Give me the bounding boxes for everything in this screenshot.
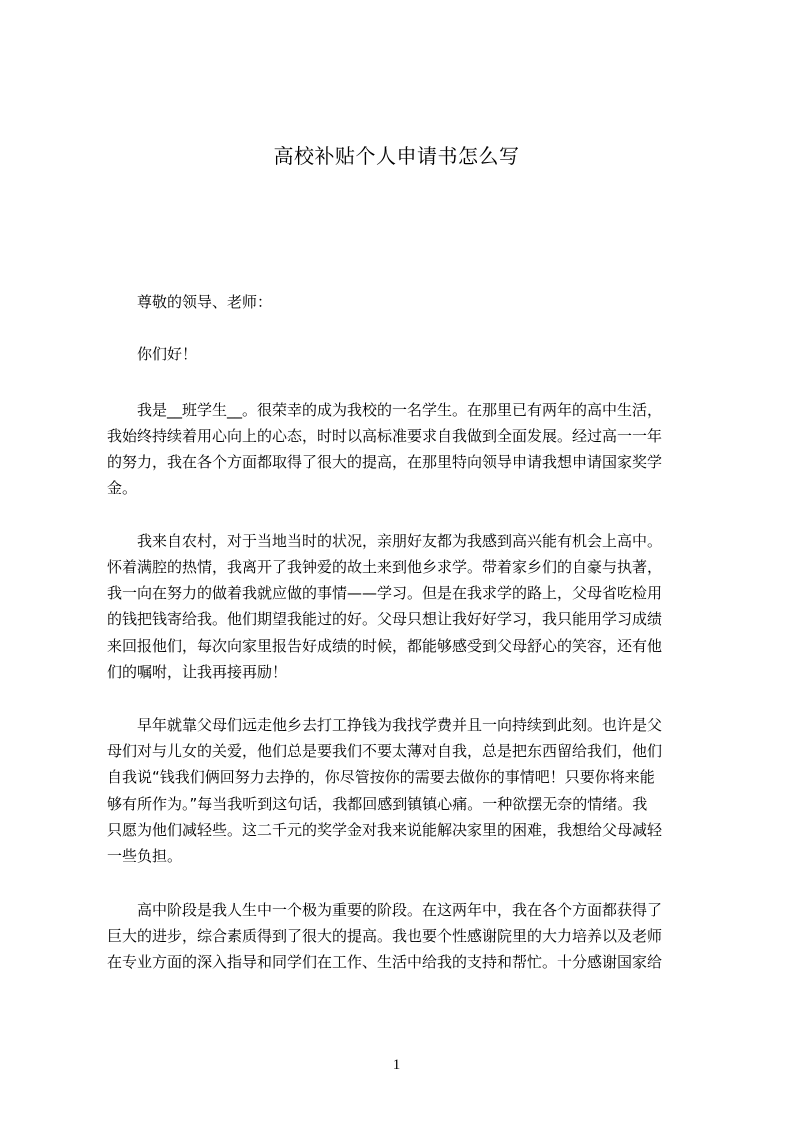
paragraph-4-line: 高中阶段是我人生中一个极为重要的阶段。在这两年中，我在各个方面都获得了 <box>137 901 663 919</box>
paragraph-2-line: 我一向在努力的做着我就应做的事情——学习。但是在我求学的路上，父母省吃检用 <box>107 584 663 602</box>
paragraph-1-line: 金。 <box>107 479 138 497</box>
paragraph-2-line: 们的嘱咐，让我再接再励！ <box>107 663 288 681</box>
paragraph-4-line: 在专业方面的深入指导和同学们在工作、生活中给我的支持和帮忙。十分感谢国家给 <box>107 953 663 971</box>
greeting: 你们好！ <box>137 345 198 363</box>
paragraph-4-line: 巨大的进步，综合素质得到了很大的提高。我也要个性感谢院里的大力培养以及老师 <box>107 927 663 945</box>
paragraph-2-line: 来回报他们，每次向家里报告好成绩的时候，都能够感受到父母舒心的笑容，还有他 <box>107 637 663 655</box>
paragraph-2-line: 我来自农村，对于当地当时的状况，亲朋好友都为我感到高兴能有机会上高中。 <box>137 532 663 550</box>
paragraph-1-line: 我是__班学生__。很荣幸的成为我校的一名学生。在那里已有两年的高中生活， <box>137 401 663 419</box>
paragraph-1-line: 我始终持续着用心向上的心态，时时以高标准要求自我做到全面发展。经过高一一年 <box>107 427 663 445</box>
paragraph-2-line: 怀着满腔的热情，我离开了我钟爱的故土来到他乡求学。带着家乡们的自豪与执著， <box>107 558 663 576</box>
paragraph-3-line: 母们对与儿女的关爱，他们总是要我们不要太薄对自我，总是把东西留给我们，他们 <box>107 742 663 760</box>
paragraph-3-line: 只愿为他们减轻些。这二千元的奖学金对我来说能解决家里的困难，我想给父母减轻 <box>107 821 663 839</box>
paragraph-2-line: 的钱把钱寄给我。他们期望我能过的好。父母只想让我好好学习，我只能用学习成绩 <box>107 610 663 628</box>
paragraph-3-line: 一些负担。 <box>107 847 183 865</box>
paragraph-3-line: 早年就靠父母们远走他乡去打工挣钱为我找学费并且一向持续到此刻。也许是父 <box>137 716 663 734</box>
document-title: 高校补贴个人申请书怎么写 <box>273 144 520 168</box>
paragraph-1-line: 的努力，我在各个方面都取得了很大的提高，在那里特向领导申请我想申请国家奖学 <box>107 453 663 471</box>
paragraph-3-line: 自我说“钱我们俩回努力去挣的，你尽管按你的需要去做你的事情吧！只要你将来能 <box>107 768 655 786</box>
salutation: 尊敬的领导、老师： <box>137 293 273 311</box>
paragraph-3-line: 够有所作为。”每当我听到这句话，我都回感到镇镇心痛。一种欲摆无奈的情绪。我 <box>107 795 648 813</box>
page-number: 1 <box>392 1057 401 1073</box>
